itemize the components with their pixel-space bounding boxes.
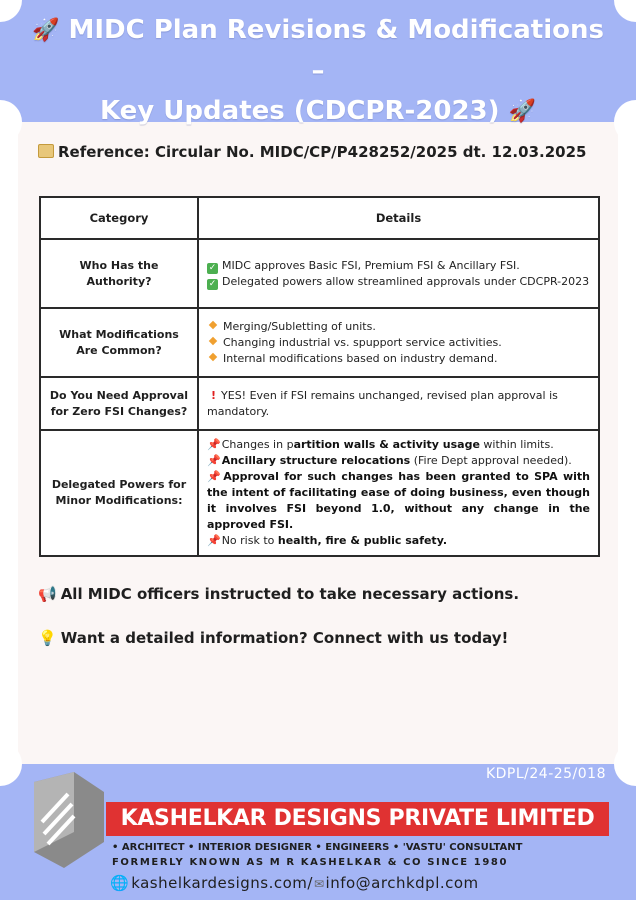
diamond-bullet-icon bbox=[209, 352, 217, 360]
details-cell bbox=[198, 308, 599, 377]
detail-item: Internal modifications based on industry demand. bbox=[207, 351, 590, 367]
reference-number: KDPL/24-25/018 bbox=[485, 766, 606, 782]
check-icon: ✓ bbox=[208, 262, 217, 273]
rocket-icon: 🚀 bbox=[31, 18, 60, 43]
table-row bbox=[40, 308, 599, 377]
title-line-1: MIDC Plan Revisions & Modifications – bbox=[68, 15, 604, 86]
megaphone-icon: 📢 bbox=[38, 585, 57, 603]
category-cell: Do You Need Approval for Zero FSI Changes? bbox=[40, 377, 198, 430]
pushpin-icon: 📌 bbox=[207, 438, 221, 451]
detail-item: ✓ MIDC approves Basic FSI, Premium FSI & Ancillary FSI. bbox=[208, 258, 520, 273]
company-name: KASHELKAR DESIGNS PRIVATE LIMITED bbox=[120, 806, 595, 831]
table-row bbox=[40, 239, 599, 308]
header-banner bbox=[0, 0, 636, 126]
title-line-2: Key Updates (CDCPR-2023) bbox=[99, 96, 500, 126]
corner-notch bbox=[0, 100, 22, 144]
services-line: • ARCHITECT • INTERIOR DESIGNER • ENGINEERS • 'VASTU' CONSULTANT bbox=[112, 842, 523, 853]
company-logo bbox=[34, 772, 104, 868]
details-cell bbox=[198, 430, 599, 556]
contact-prompt: 💡 Want a detailed information? Connect with us today! bbox=[38, 629, 509, 647]
globe-icon: 🌐 bbox=[110, 874, 130, 892]
detail-item: 📌Changes in partition walls & activity usage within limits. bbox=[207, 438, 554, 451]
corner-notch bbox=[614, 0, 636, 22]
officers-note: 📢 All MIDC officers instructed to take necessary actions. bbox=[38, 585, 520, 603]
pushpin-icon: 📌 bbox=[207, 454, 221, 467]
detail-item: 📌Ancillary structure relocations (Fire Dept approval needed). bbox=[207, 454, 572, 467]
scroll-icon bbox=[38, 144, 54, 158]
lightbulb-icon: 💡 bbox=[38, 629, 57, 647]
formerly-known-line: FORMERLY KNOWN AS M R KASHELKAR & CO SINCE 1980 bbox=[112, 857, 509, 868]
category-cell: What Modifications Are Common? bbox=[40, 308, 198, 377]
reference-text: Reference: Circular No. MIDC/CP/P428252/2025 dt. 12.03.2025 bbox=[58, 143, 587, 161]
rocket-icon: 🚀 bbox=[508, 99, 536, 124]
website-link[interactable]: kashelkardesigns.com/ bbox=[131, 874, 313, 892]
detail-item: ✓ Delegated powers allow streamlined approvals under CDCPR-2023 bbox=[208, 274, 590, 289]
pushpin-icon: 📌 bbox=[207, 534, 221, 547]
column-header-category: Category bbox=[40, 197, 198, 239]
page-title bbox=[24, 10, 612, 132]
category-cell: Who Has the Authority? bbox=[40, 239, 198, 308]
corner-notch bbox=[0, 0, 22, 22]
column-header-details: Details bbox=[198, 197, 599, 239]
detail-item: Changing industrial vs. spupport service activities. bbox=[207, 335, 590, 351]
pushpin-icon: 📌 bbox=[207, 470, 223, 483]
detail-item: 📌No risk to health, fire & public safety. bbox=[207, 534, 448, 547]
footer-banner bbox=[0, 764, 636, 900]
reference-line bbox=[38, 143, 598, 161]
category-cell: Delegated Powers for Minor Modifications: bbox=[40, 430, 198, 556]
detail-item: 📌Approval for such changes has been granted to SPA with the intent of facilitating ease of doing business, even though it involves FSI beyond 1.0, without any change in the approved FSI. bbox=[207, 470, 590, 531]
diamond-bullet-icon bbox=[209, 320, 217, 328]
table-row bbox=[40, 430, 599, 556]
contact-line bbox=[110, 874, 479, 892]
check-icon: ✓ bbox=[208, 278, 217, 289]
detail-item: ! YES! Even if FSI remains unchanged, revised plan approval is mandatory. bbox=[207, 388, 558, 418]
exclamation-icon: ! bbox=[211, 388, 217, 402]
table-header-row bbox=[40, 197, 599, 239]
corner-notch bbox=[0, 742, 22, 786]
table-row bbox=[40, 377, 599, 430]
detail-item: Merging/Subletting of units. bbox=[207, 319, 590, 335]
updates-table bbox=[39, 196, 600, 557]
diamond-bullet-icon bbox=[209, 336, 217, 344]
details-cell bbox=[198, 239, 599, 308]
mail-icon: ✉ bbox=[313, 877, 325, 891]
corner-notch bbox=[614, 742, 636, 786]
corner-notch bbox=[614, 100, 636, 144]
details-cell bbox=[198, 377, 599, 430]
email-link[interactable]: info@archkdpl.com bbox=[325, 874, 479, 892]
